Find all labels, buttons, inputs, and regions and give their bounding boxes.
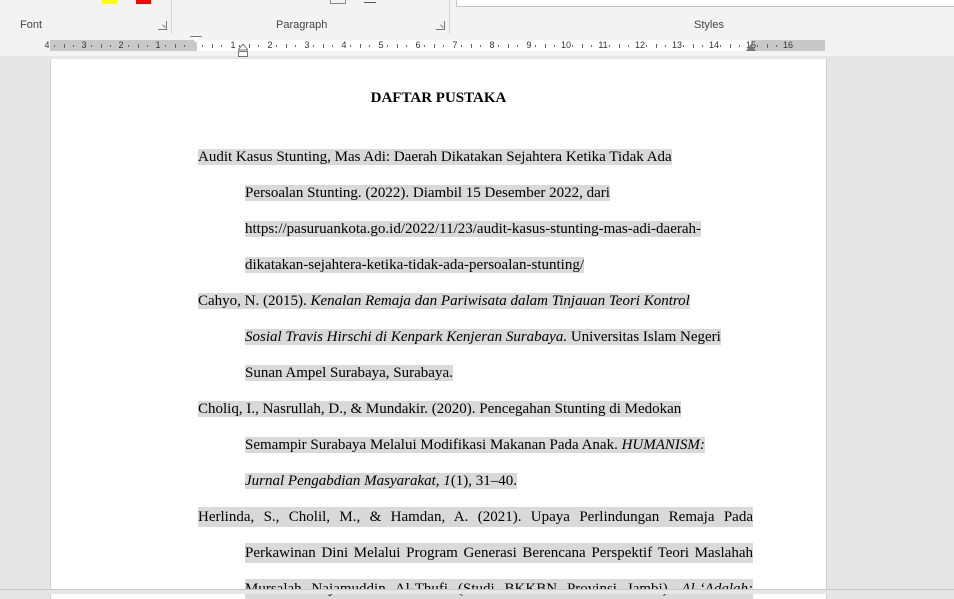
ruler-tick <box>609 45 610 47</box>
ruler-tick <box>221 45 222 47</box>
ruler-number: 3 <box>81 40 87 50</box>
ruler-tick <box>73 45 74 47</box>
paragraph-dialog-launcher-icon[interactable] <box>436 21 445 30</box>
ruler-number: 10 <box>560 40 572 50</box>
horizontal-ruler[interactable] <box>44 40 825 51</box>
ruler-number: 2 <box>267 40 273 50</box>
ruler-tick <box>702 45 703 47</box>
ruler-number: 5 <box>378 40 384 50</box>
ruler-number: 2 <box>118 40 124 50</box>
reference-text: Semampir Surabaya Melalui Modifikasi Makanan Pada Anak. <box>245 437 622 453</box>
ruler-tick <box>582 44 583 48</box>
ruler-tick <box>212 44 213 48</box>
ruler-tick <box>332 45 333 47</box>
ruler-tick <box>665 45 666 47</box>
ruler-tick <box>471 44 472 48</box>
reference-text: Cahyo, N. (2015). <box>198 293 311 309</box>
reference-line <box>198 147 672 167</box>
reference-text: (1), 31–40. <box>450 473 518 489</box>
ruler-tick <box>730 44 731 48</box>
reference-text: Persoalan Stunting. (2022). Diambil 15 Desember 2022, dari <box>245 185 610 201</box>
ruler-tick <box>110 45 111 47</box>
ruler-tick <box>628 45 629 47</box>
reference-line <box>245 219 701 239</box>
ruler-number: 9 <box>526 40 532 50</box>
reference-line <box>245 363 453 383</box>
ruler-tick <box>720 45 721 47</box>
reference-line <box>245 471 517 491</box>
right-indent-marker[interactable] <box>746 44 756 51</box>
ruler-tick <box>434 44 435 48</box>
ruler-tick <box>360 44 361 48</box>
reference-line <box>198 507 753 527</box>
ruler-tick <box>175 44 176 48</box>
ruler-tick <box>646 45 647 47</box>
reference-line <box>245 183 610 203</box>
ruler-tick <box>591 45 592 47</box>
ruler-tick <box>397 44 398 48</box>
ruler-tick <box>498 45 499 47</box>
ruler-tick <box>554 45 555 47</box>
ruler-number: 4 <box>341 40 347 50</box>
ruler-tick <box>101 44 102 48</box>
ruler-number: 14 <box>708 40 720 50</box>
ruler-tick <box>350 45 351 47</box>
ruler-tick <box>295 45 296 47</box>
ruler-tick <box>91 45 92 47</box>
ruler-tick <box>202 45 203 47</box>
ruler-tick <box>480 45 481 47</box>
ruler-tick <box>387 45 388 47</box>
ruler-tick <box>128 45 129 47</box>
reference-line <box>245 435 705 455</box>
ruler-number: 1 <box>155 40 161 50</box>
horizontal-scrollbar[interactable] <box>0 589 954 594</box>
reference-text: Sunan Ampel Surabaya, Surabaya. <box>245 365 453 381</box>
ruler-tick <box>776 45 777 47</box>
ruler-tick <box>693 44 694 48</box>
ruler-tick <box>508 44 509 48</box>
ruler-number: 11 <box>598 40 608 50</box>
ruler-tick <box>165 45 166 47</box>
ruler-tick <box>64 44 65 48</box>
reference-text: Perkawinan Dini Melalui Program Generasi Berencana Perspektif Teori Maslahah <box>245 545 753 561</box>
first-line-indent-fill <box>191 37 201 43</box>
ruler-number: 15 <box>745 40 757 50</box>
borders-button[interactable] <box>364 2 376 3</box>
ruler-tick <box>406 45 407 47</box>
ruler-tick <box>276 45 277 47</box>
ruler-tick <box>683 45 684 47</box>
reference-line <box>198 399 681 419</box>
ruler-tick <box>184 45 185 47</box>
ruler-tick <box>656 44 657 48</box>
ruler-tick <box>517 45 518 47</box>
highlight-color-swatch[interactable] <box>102 0 117 4</box>
ruler-tick <box>739 45 740 47</box>
shading-button[interactable] <box>330 0 346 4</box>
ruler-tick <box>249 44 250 48</box>
ruler-number: 1 <box>230 40 236 50</box>
italic-text: Sosial Travis Hirschi di Kenpark Kenjeran Surabaya. <box>245 329 568 345</box>
ruler-tick <box>535 45 536 47</box>
ruler-number: 6 <box>415 40 421 50</box>
hanging-indent-marker[interactable] <box>238 44 248 57</box>
ruler-tick <box>757 45 758 47</box>
reference-text: https://pasuruankota.go.id/2022/11/23/audit-kasus-stunting-mas-adi-daerah- <box>245 221 702 237</box>
ruler-tick <box>138 44 139 48</box>
reference-text: Choliq, I., Nasrullah, D., & Mundakir. (2020). Pencegahan Stunting di Medokan <box>198 401 682 417</box>
document-page[interactable] <box>50 59 827 599</box>
page-title: DAFTAR PUSTAKA <box>370 90 507 106</box>
ruler-number: 16 <box>782 40 794 50</box>
ruler-tick <box>619 44 620 48</box>
ruler-number: 8 <box>489 40 495 50</box>
reference-line <box>245 543 753 563</box>
ruler-tick <box>443 45 444 47</box>
italic-text: HUMANISM: <box>621 437 705 453</box>
ruler-tick <box>323 44 324 48</box>
ruler-tick <box>424 45 425 47</box>
reference-text: dikatakan-sejahtera-ketika-tidak-ada-persoalan-stunting/ <box>245 257 585 273</box>
ruler-tick <box>286 44 287 48</box>
ruler-number: 13 <box>671 40 683 50</box>
styles-gallery[interactable] <box>456 0 954 7</box>
styles-group-label: Styles <box>694 19 724 31</box>
ruler-tick <box>767 44 768 48</box>
ruler-tick <box>313 45 314 47</box>
reference-line <box>198 291 690 311</box>
ruler-tick <box>147 45 148 47</box>
reference-line <box>245 327 721 347</box>
ruler-tick <box>369 45 370 47</box>
ribbon-divider <box>449 0 450 34</box>
italic-text: Kenalan Remaja dan Pariwisata dalam Tinjauan Teori Kontrol <box>310 293 690 309</box>
ribbon-divider <box>171 0 172 34</box>
paragraph-group-label: Paragraph <box>276 19 328 31</box>
font-group-label: Font <box>20 19 43 31</box>
reference-text: Herlinda, S., Cholil, M., & Hamdan, A. (2021). Upaya Perlindungan Remaja Pada <box>198 509 753 525</box>
ruler-number: 4 <box>44 40 50 50</box>
reference-text: Universitas Islam Negeri <box>567 329 721 345</box>
ruler-tick <box>54 45 55 47</box>
reference-line <box>245 255 584 275</box>
ruler-tick <box>572 45 573 47</box>
font-color-swatch[interactable] <box>136 0 151 4</box>
ruler-tick <box>545 44 546 48</box>
ruler-tick <box>461 45 462 47</box>
ruler-number: 7 <box>452 40 458 50</box>
ruler-number: 12 <box>634 40 646 50</box>
ribbon <box>0 0 954 37</box>
reference-text: Audit Kasus Stunting, Mas Adi: Daerah Dikatakan Sejahtera Ketika Tidak Ada <box>198 149 672 165</box>
ruler-number: 3 <box>304 40 310 50</box>
ruler-tick <box>258 45 259 47</box>
font-dialog-launcher-icon[interactable] <box>158 21 167 30</box>
italic-text: Jurnal Pengabdian Masyarakat, 1 <box>245 473 451 489</box>
